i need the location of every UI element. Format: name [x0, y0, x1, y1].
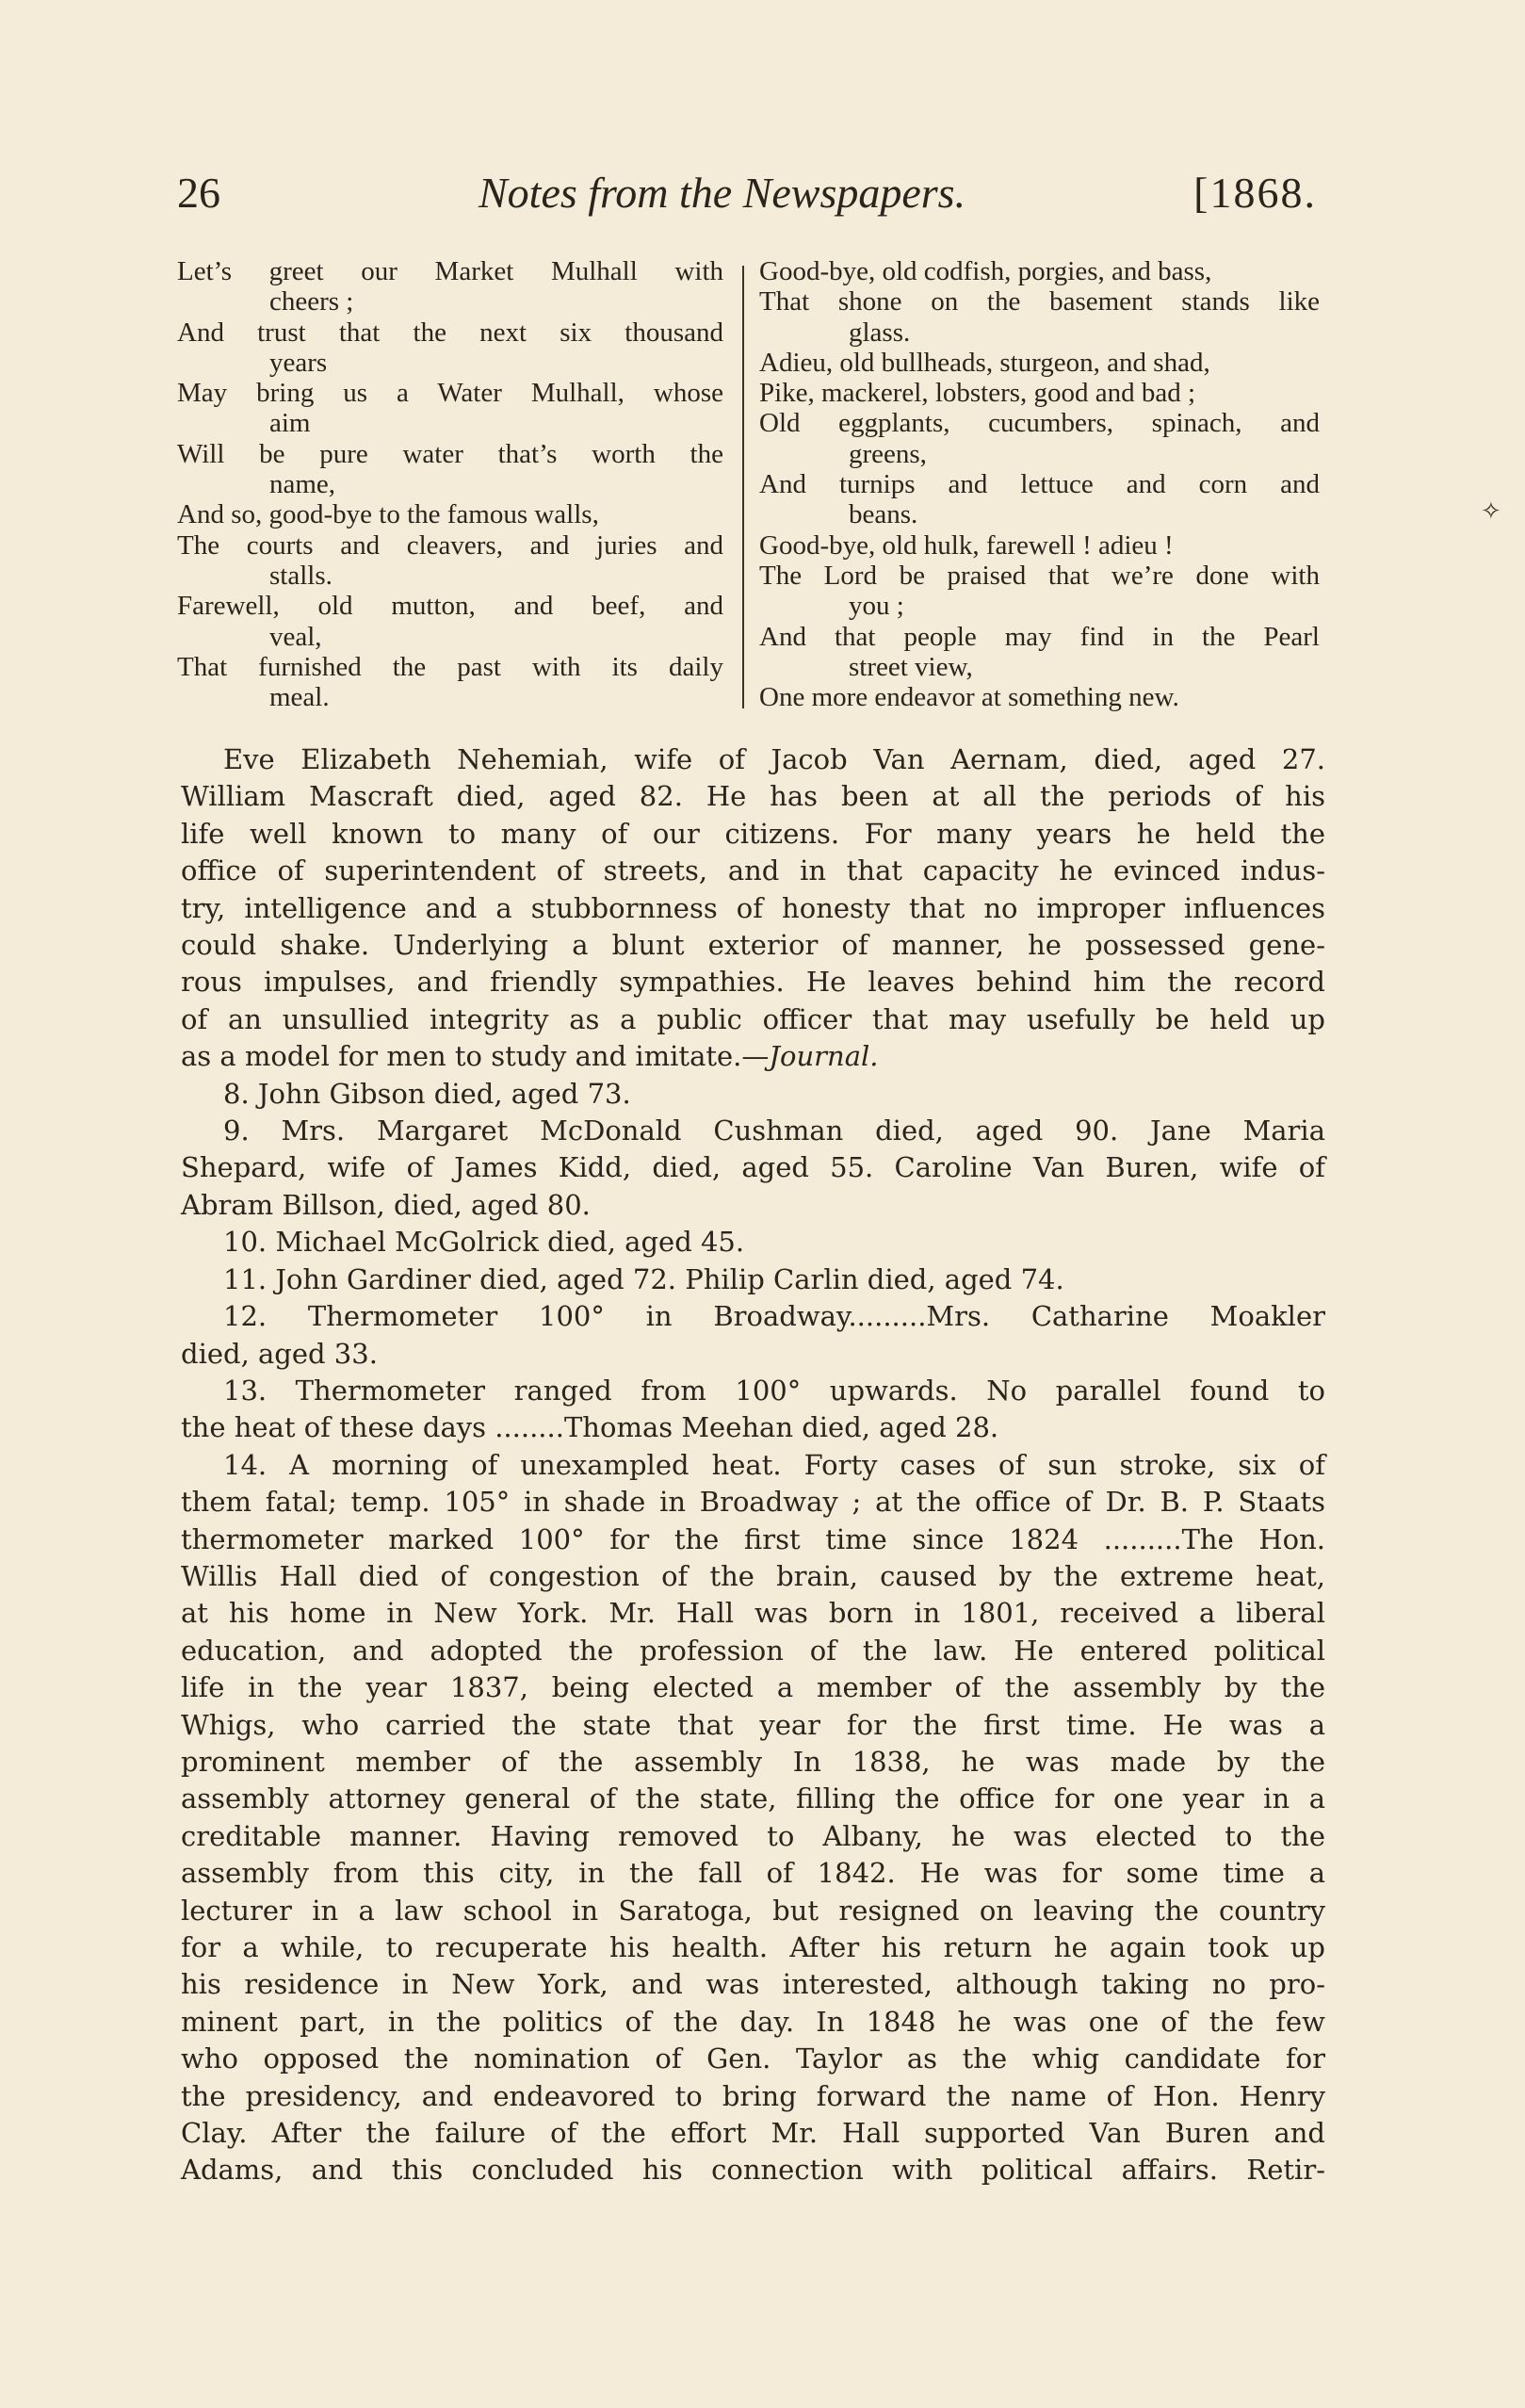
prose-line-text: 13. Thermometer ranged from 100° upwards. No parallel found to	[223, 1374, 1325, 1407]
poem-line: Pike, mackerel, lobsters, good and bad ;	[759, 378, 1196, 409]
prose-line-text: 9. Mrs. Margaret McDonald Cushman died, aged 90. Jane Maria	[223, 1115, 1325, 1147]
prose-line	[181, 1929, 1325, 1966]
poem-line: veal,	[269, 621, 322, 652]
poem-line: Good-bye, old codfish, porgies, and bass,	[759, 256, 1212, 286]
poem-line: name,	[269, 469, 336, 500]
prose-line	[181, 1038, 1325, 1075]
prose-line	[181, 1149, 1325, 1186]
source-citation: Journal.	[769, 1040, 879, 1073]
prose-line-text: 14. A morning of unexampled heat. Forty cases of sun stroke, six of	[223, 1448, 1325, 1481]
prose-line	[181, 1409, 1325, 1446]
prose-line	[181, 1113, 1325, 1149]
prose-line-text: 12. Thermometer 100° in Broadway.........Mrs. Catharine Moakler	[223, 1300, 1325, 1333]
poem-line: cheers ;	[269, 286, 354, 317]
running-title: Notes from the Newspapers.	[479, 169, 966, 217]
poem-line: The Lord be praised that we’re done with	[759, 560, 1320, 591]
prose-line-text: William Mascraft died, aged 82. He has been at all the periods of his	[181, 780, 1325, 813]
poem-left-column	[177, 256, 723, 712]
prose-line-text: Shepard, wife of James Kidd, died, aged 55. Caroline Van Buren, wife of	[181, 1151, 1325, 1184]
prose-line	[181, 1966, 1325, 2003]
prose-line	[181, 2078, 1325, 2115]
prose-line	[181, 1558, 1325, 1595]
poem-line: street view,	[849, 651, 973, 682]
prose-line	[181, 1633, 1325, 1669]
prose-line	[181, 778, 1325, 815]
prose-line	[181, 1224, 1325, 1261]
prose-line-text: could shake. Underlying a blunt exterior of manner, he possessed gene-	[181, 929, 1325, 962]
poem-line: aim	[269, 408, 311, 439]
prose-line-text: 11. John Gardiner died, aged 72. Philip Carlin died, aged 74.	[223, 1262, 1064, 1295]
poem-line: Good-bye, old hulk, farewell ! adieu !	[759, 529, 1174, 561]
prose-line-text: them fatal; temp. 105° in shade in Broadway ; at the office of Dr. B. P. Staats	[181, 1486, 1325, 1519]
prose-line	[181, 2152, 1325, 2188]
poem-line: meal.	[269, 682, 330, 713]
poem-line: May bring us a Water Mulhall, whose	[177, 378, 723, 409]
prose-line-text: who opposed the nomination of Gen. Taylor as the whig candidate for	[181, 2042, 1325, 2075]
prose-line-text: died, aged 33.	[181, 1337, 378, 1370]
prose-line	[181, 1484, 1325, 1521]
prose-line-text: for a while, to recuperate his health. After his return he again took up	[181, 1931, 1325, 1963]
prose-line	[181, 1298, 1325, 1335]
poem-line: And that people may find in the Pearl	[759, 621, 1320, 652]
prose-line-text: the presidency, and endeavored to bring forward the name of Hon. Henry	[181, 2079, 1325, 2112]
prose-line-text: Abram Billson, died, aged 80.	[181, 1188, 591, 1221]
poem-line: Old eggplants, cucumbers, spinach, and	[759, 408, 1320, 439]
prose-line	[181, 1521, 1325, 1558]
prose-line-text: Whigs, who carried the state that year for the first time. He was a	[181, 1708, 1325, 1741]
margin-mark-icon: ✧	[1481, 497, 1501, 526]
prose-line-text: office of superintendent of streets, and in that capacity he evinced indus-	[181, 854, 1325, 887]
prose-line-text: rous impulses, and friendly sympathies. He leaves behind him the record	[181, 966, 1325, 999]
prose-line	[181, 1669, 1325, 1706]
prose-line	[181, 1781, 1325, 1817]
prose-line	[181, 741, 1325, 778]
year-heading: [1868.	[1193, 169, 1317, 217]
prose-line	[181, 1187, 1325, 1224]
poem-line: And turnips and lettuce and corn and	[759, 469, 1320, 500]
prose-line	[181, 927, 1325, 964]
page-number: 26	[177, 169, 220, 217]
prose-line	[181, 1707, 1325, 1744]
poem-line: Will be pure water that’s worth the	[177, 438, 723, 469]
poem-line: One more endeavor at something new.	[759, 682, 1179, 713]
poem-line: Farewell, old mutton, and beef, and	[177, 591, 723, 622]
poem-line: years	[269, 347, 328, 378]
prose-line-text: Clay. After the failure of the effort Mr. Hall supported Van Buren and	[181, 2117, 1325, 2150]
prose-line-text: Willis Hall died of congestion of the brain, caused by the extreme heat,	[181, 1559, 1325, 1592]
poem-line: And trust that the next six thousand	[177, 317, 723, 348]
poem-line: greens,	[849, 438, 927, 469]
prose-line-text: lecturer in a law school in Saratoga, but resigned on leaving the country	[181, 1894, 1325, 1927]
prose-line-text: life in the year 1837, being elected a member of the assembly by the	[181, 1671, 1325, 1704]
poem-line: you ;	[849, 591, 904, 622]
poem-line: glass.	[849, 317, 911, 348]
prose-line-text: as a model for men to study and imitate.—	[181, 1040, 770, 1073]
running-header	[177, 168, 1326, 224]
prose-line	[181, 1818, 1325, 1855]
prose-line-text: creditable manner. Having removed to Albany, he was elected to the	[181, 1819, 1325, 1852]
poem-line: stalls.	[269, 560, 333, 591]
prose-line	[181, 2115, 1325, 2152]
prose-line	[181, 1447, 1325, 1484]
prose-line	[181, 964, 1325, 1001]
poem-line: That shone on the basement stands like	[759, 286, 1320, 317]
column-divider	[742, 266, 744, 708]
prose-line	[181, 890, 1325, 927]
prose-line-text: 10. Michael McGolrick died, aged 45.	[223, 1226, 745, 1259]
prose-line-text: Eve Elizabeth Nehemiah, wife of Jacob Van Aernam, died, aged 27.	[223, 743, 1325, 775]
poem-line: The courts and cleavers, and juries and	[177, 529, 723, 561]
prose-line	[181, 1744, 1325, 1781]
prose-line-text: education, and adopted the profession of the law. He entered political	[181, 1634, 1325, 1667]
prose-line-text: 8. John Gibson died, aged 73.	[223, 1077, 631, 1110]
prose-line	[181, 1855, 1325, 1892]
poem-line: Adieu, old bullheads, sturgeon, and shad,	[759, 347, 1210, 378]
prose-line-text: prominent member of the assembly In 1838, he was made by the	[181, 1745, 1325, 1778]
prose-line	[181, 1001, 1325, 1038]
prose-line	[181, 853, 1325, 889]
prose-line-text: his residence in New York, and was interested, although taking no pro-	[181, 1968, 1325, 2001]
prose-body	[181, 741, 1325, 2189]
prose-line	[181, 2004, 1325, 2041]
prose-line	[181, 816, 1325, 853]
prose-line	[181, 1373, 1325, 1409]
poem-line: That furnished the past with its daily	[177, 651, 723, 682]
prose-line	[181, 1076, 1325, 1113]
prose-line-text: of an unsullied integrity as a public officer that may usefully be held up	[181, 1002, 1325, 1035]
prose-line-text: assembly attorney general of the state, filling the office for one year in a	[181, 1782, 1325, 1815]
prose-line-text: life well known to many of our citizens. For many years he held the	[181, 817, 1325, 850]
poem-line: beans.	[849, 499, 918, 530]
prose-line-text: assembly from this city, in the fall of 1842. He was for some time a	[181, 1857, 1325, 1890]
prose-line	[181, 1893, 1325, 1929]
prose-line-text: minent part, in the politics of the day. In 1848 he was one of the few	[181, 2005, 1325, 2038]
prose-line-text: Adams, and this concluded his connection with political affairs. Retir-	[181, 2154, 1325, 2187]
prose-line	[181, 1336, 1325, 1373]
prose-line	[181, 1261, 1325, 1298]
prose-line	[181, 2041, 1325, 2077]
prose-line	[181, 1595, 1325, 1632]
poem-line: Let’s greet our Market Mulhall with	[177, 256, 723, 286]
prose-line-text: try, intelligence and a stubbornness of honesty that no improper influences	[181, 891, 1325, 924]
poem-line: And so, good-bye to the famous walls,	[177, 499, 599, 530]
prose-line-text: the heat of these days ........Thomas Meehan died, aged 28.	[181, 1411, 999, 1444]
poem-right-column	[759, 256, 1320, 712]
prose-line-text: at his home in New York. Mr. Hall was born in 1801, received a liberal	[181, 1597, 1325, 1630]
prose-line-text: thermometer marked 100° for the first time since 1824 .........The Hon.	[181, 1522, 1325, 1555]
